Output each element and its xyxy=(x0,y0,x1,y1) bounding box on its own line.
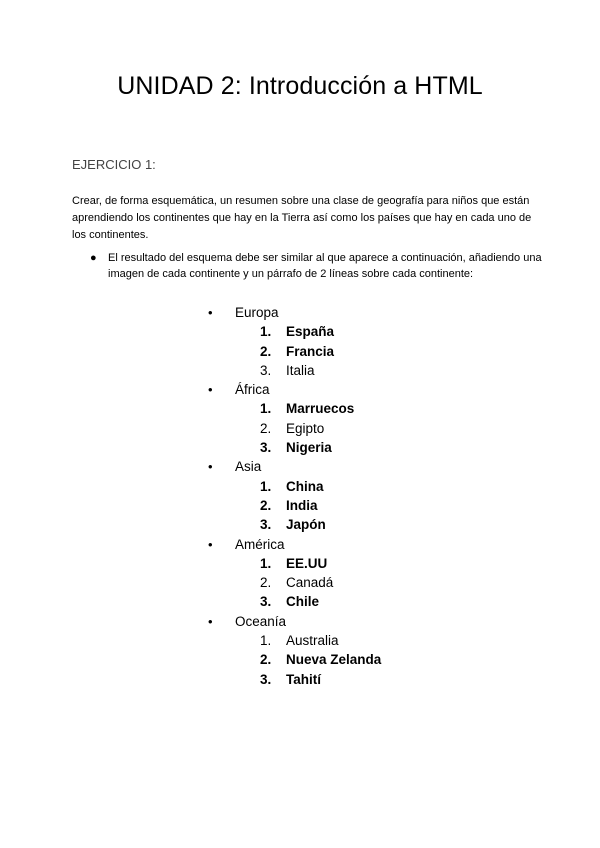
continent-item xyxy=(205,380,381,399)
country-name: Nigeria xyxy=(286,440,332,456)
exercise-subtitle: EJERCICIO 1: xyxy=(72,157,156,172)
country-item xyxy=(205,573,381,592)
country-name: Canadá xyxy=(286,575,334,591)
continent-name: África xyxy=(235,382,270,398)
instruction-text: El resultado del esquema debe ser similar al que aparece a continuación, añadiendo una imagen de cada continente y un párrafo de 2 líneas sobre cada continente: xyxy=(108,252,542,280)
list-number: 1. xyxy=(260,478,272,494)
bullet-icon: • xyxy=(208,536,213,552)
country-item xyxy=(205,592,381,611)
country-name: Australia xyxy=(286,633,339,649)
bullet-icon: • xyxy=(208,613,213,629)
country-item xyxy=(205,631,381,650)
country-name: Egipto xyxy=(286,420,325,436)
bullet-icon: • xyxy=(208,305,213,320)
country-name: Marruecos xyxy=(286,401,355,417)
list-number: 1. xyxy=(260,324,272,340)
continent-name: Europa xyxy=(235,305,279,320)
list-number: 1. xyxy=(260,633,272,649)
country-name: Tahití xyxy=(286,671,321,687)
country-item xyxy=(205,419,381,438)
country-name: India xyxy=(286,497,318,513)
list-number: 1. xyxy=(260,555,272,571)
list-number: 1. xyxy=(260,401,272,417)
continent-item xyxy=(205,612,381,631)
continent-item xyxy=(205,457,381,476)
list-number: 2. xyxy=(260,652,272,668)
country-name: Italia xyxy=(286,362,315,378)
list-number: 3. xyxy=(260,671,272,687)
country-item xyxy=(205,438,381,457)
instruction-bullet-item xyxy=(90,250,548,282)
intro-paragraph: Crear, de forma esquemática, un resumen sobre una clase de geografía para niños que están aprendiendo los continentes que hay en la Tierra así como los países que hay en cada uno de los continentes. xyxy=(72,195,532,241)
bullet-icon: • xyxy=(208,459,213,475)
country-name: España xyxy=(286,324,335,340)
country-name: Japón xyxy=(286,517,326,533)
country-item xyxy=(205,361,381,380)
bullet-icon: ● xyxy=(90,252,97,264)
country-item xyxy=(205,515,381,534)
country-name: Francia xyxy=(286,343,335,359)
country-item xyxy=(205,650,381,669)
country-item xyxy=(205,399,381,418)
country-item xyxy=(205,477,381,496)
country-name: Nueva Zelanda xyxy=(286,652,382,668)
list-number: 3. xyxy=(260,440,272,456)
page-title: UNIDAD 2: Introducción a HTML xyxy=(117,72,483,100)
list-number: 3. xyxy=(260,517,272,533)
continent-outline xyxy=(205,303,381,689)
country-item xyxy=(205,554,381,573)
country-name: EE.UU xyxy=(286,555,328,571)
continent-name: Asia xyxy=(235,459,262,475)
list-number: 2. xyxy=(260,575,272,591)
country-item xyxy=(205,322,381,341)
continent-item xyxy=(205,303,381,322)
country-item xyxy=(205,496,381,515)
list-number: 3. xyxy=(260,594,272,610)
list-number: 2. xyxy=(260,420,272,436)
continent-name: Oceanía xyxy=(235,613,287,629)
bullet-icon: • xyxy=(208,382,213,398)
country-name: China xyxy=(286,478,324,494)
continent-item xyxy=(205,535,381,554)
list-number: 2. xyxy=(260,343,272,359)
country-item xyxy=(205,342,381,361)
continent-name: América xyxy=(235,536,285,552)
country-name: Chile xyxy=(286,594,320,610)
list-number: 2. xyxy=(260,497,272,513)
list-number: 3. xyxy=(260,362,272,378)
country-item xyxy=(205,670,381,689)
